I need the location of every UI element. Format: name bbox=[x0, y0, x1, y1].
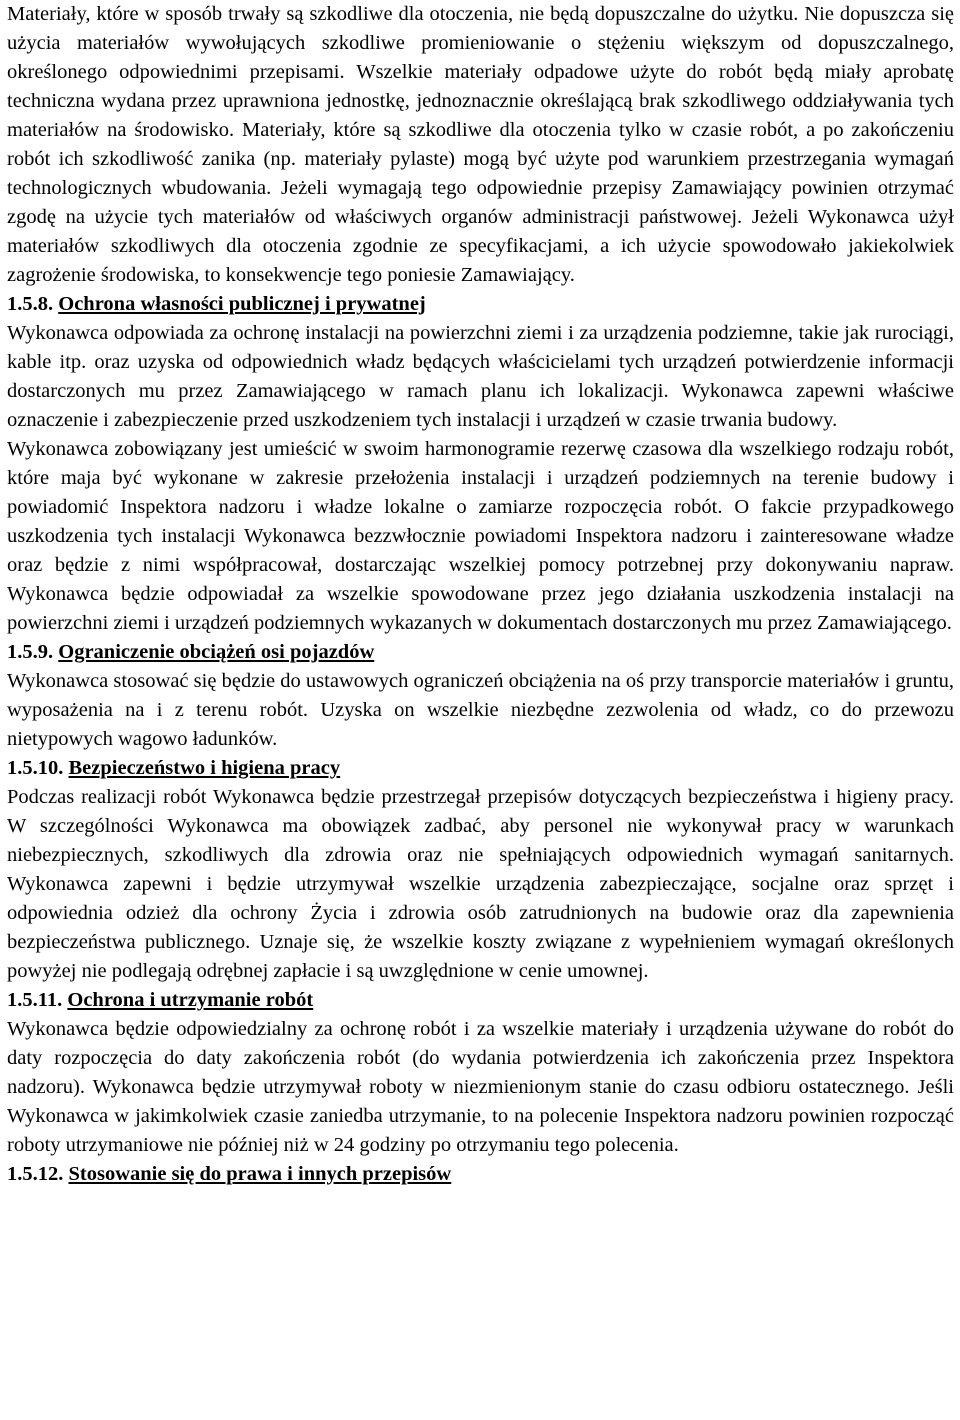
section-title: Bezpieczeństwo i higiena pracy bbox=[68, 757, 341, 779]
section-number: 1.5.8. bbox=[7, 293, 54, 315]
section-number: 1.5.10. bbox=[7, 757, 64, 779]
section-paragraph: Wykonawca odpowiada za ochronę instalacji na powierzchni ziemi i za urządzenia podziemne, takie jak rurociągi, kable itp. oraz uzyska od odpowiednich władz będących właścicielami tych urządzeń potwierdzenie informacji dostarczonych mu przez Zamawiającego w ramach planu ich lokalizacji. Wykonawca zapewni właściwe oznaczenie i zabezpieczenie przed uszkodzeniem tych instalacji i urządzeń w czasie trwania budowy. bbox=[7, 322, 954, 431]
section-1-5-12 bbox=[7, 1160, 954, 1189]
section-number: 1.5.9. bbox=[7, 641, 54, 663]
section-title: Stosowanie się do prawa i innych przepisów bbox=[68, 1163, 452, 1185]
section-paragraph: Wykonawca zobowiązany jest umieścić w swoim harmonogramie rezerwę czasowa dla wszelkiego rodzaju robót, które maja być wykonane w zakresie przełożenia instalacji i urządzeń podziemnych na terenie budowy i powiadomić Inspektora nadzoru i władze lokalne o zamiarze rozpoczęcia robót. O fakcie przypadkowego uszkodzenia tych instalacji Wykonawca bezzwłocznie powiadomi Inspektora nadzoru i zainteresowane władze oraz będzie z nimi współpracował, dostarczając wszelkiej pomocy potrzebnej przy dokonywaniu napraw. Wykonawca będzie odpowiadał za wszelkie spowodowane przez jego działania uszkodzenia instalacji na powierzchni ziemi i urządzeń podziemnych wykazanych w dokumentach dostarczonych mu przez Zamawiającego. bbox=[7, 438, 954, 634]
section-1-5-10 bbox=[7, 754, 954, 986]
section-title: Ochrona i utrzymanie robót bbox=[67, 989, 314, 1011]
section-number: 1.5.12. bbox=[7, 1163, 64, 1185]
section-paragraph: Wykonawca stosować się będzie do ustawowych ograniczeń obciążenia na oś przy transporcie materiałów i gruntu, wyposażenia na i z terenu robót. Uzyska on wszelkie niezbędne zezwolenia od władz, co do przewozu nietypowych wagowo ładunków. bbox=[7, 670, 954, 750]
section-paragraph: Podczas realizacji robót Wykonawca będzie przestrzegał przepisów dotyczących bezpieczeństwa i higieny pracy. W szczególności Wykonawca ma obowiązek zadbać, aby personel nie wykonywał pracy w warunkach niebezpiecznych, szkodliwych dla zdrowia oraz nie spełniających odpowiednich wymagań sanitarnych. Wykonawca zapewni i będzie utrzymywał wszelkie urządzenia zabezpieczające, socjalne oraz sprzęt i odpowiednia odzież dla ochrony Życia i zdrowia osób zatrudnionych na budowie oraz dla zapewnienia bezpieczeństwa publicznego. Uznaje się, że wszelkie koszty związane z wypełnieniem wymagań określonych powyżej nie podlegają odrębnej zapłacie i są uwzględnione w cenie umownej. bbox=[7, 786, 954, 982]
section-paragraph: Wykonawca będzie odpowiedzialny za ochronę robót i za wszelkie materiały i urządzenia używane do robót do daty rozpoczęcia do daty zakończenia robót (do wydania potwierdzenia ich zakończenia przez Inspektora nadzoru). Wykonawca będzie utrzymywał roboty w niezmienionym stanie do czasu odbioru ostatecznego. Jeśli Wykonawca w jakimkolwiek czasie zaniedba utrzymanie, to na polecenie Inspektora nadzoru powinien rozpocząć roboty utrzymaniowe nie później niż w 24 godziny po otrzymaniu tego polecenia. bbox=[7, 1018, 954, 1156]
section-heading bbox=[7, 986, 954, 1015]
section-heading bbox=[7, 638, 954, 667]
section-heading bbox=[7, 754, 954, 783]
section-heading bbox=[7, 1160, 954, 1189]
section-1-5-11 bbox=[7, 986, 954, 1160]
section-1-5-8 bbox=[7, 290, 954, 638]
section-heading bbox=[7, 290, 954, 319]
section-title: Ochrona własności publicznej i prywatnej bbox=[58, 293, 426, 315]
section-title: Ograniczenie obciążeń osi pojazdów bbox=[58, 641, 375, 663]
intro-paragraph: Materiały, które w sposób trwały są szkodliwe dla otoczenia, nie będą dopuszczalne do użytku. Nie dopuszcza się użycia materiałów wywołujących szkodliwe promieniowanie o stężeniu większym od dopuszczalnego, określonego odpowiednimi przepisami. Wszelkie materiały odpadowe użyte do robót będą miały aprobatę techniczna wydana przez uprawniona jednostkę, jednoznacznie określającą brak szkodliwego oddziaływania tych materiałów na środowisko. Materiały, które są szkodliwe dla otoczenia tylko w czasie robót, a po zakończeniu robót ich szkodliwość zanika (np. materiały pylaste) mogą być użyte pod warunkiem przestrzegania wymagań technologicznych wbudowania. Jeżeli wymagają tego odpowiednie przepisy Zamawiający powinien otrzymać zgodę na użycie tych materiałów od właściwych organów administracji państwowej. Jeżeli Wykonawca użył materiałów szkodliwych dla otoczenia zgodnie ze specyfikacjami, a ich użycie spowodowało jakiekolwiek zagrożenie środowiska, to konsekwencje tego poniesie Zamawiający. bbox=[7, 3, 954, 286]
section-1-5-9 bbox=[7, 638, 954, 754]
section-number: 1.5.11. bbox=[7, 989, 63, 1011]
